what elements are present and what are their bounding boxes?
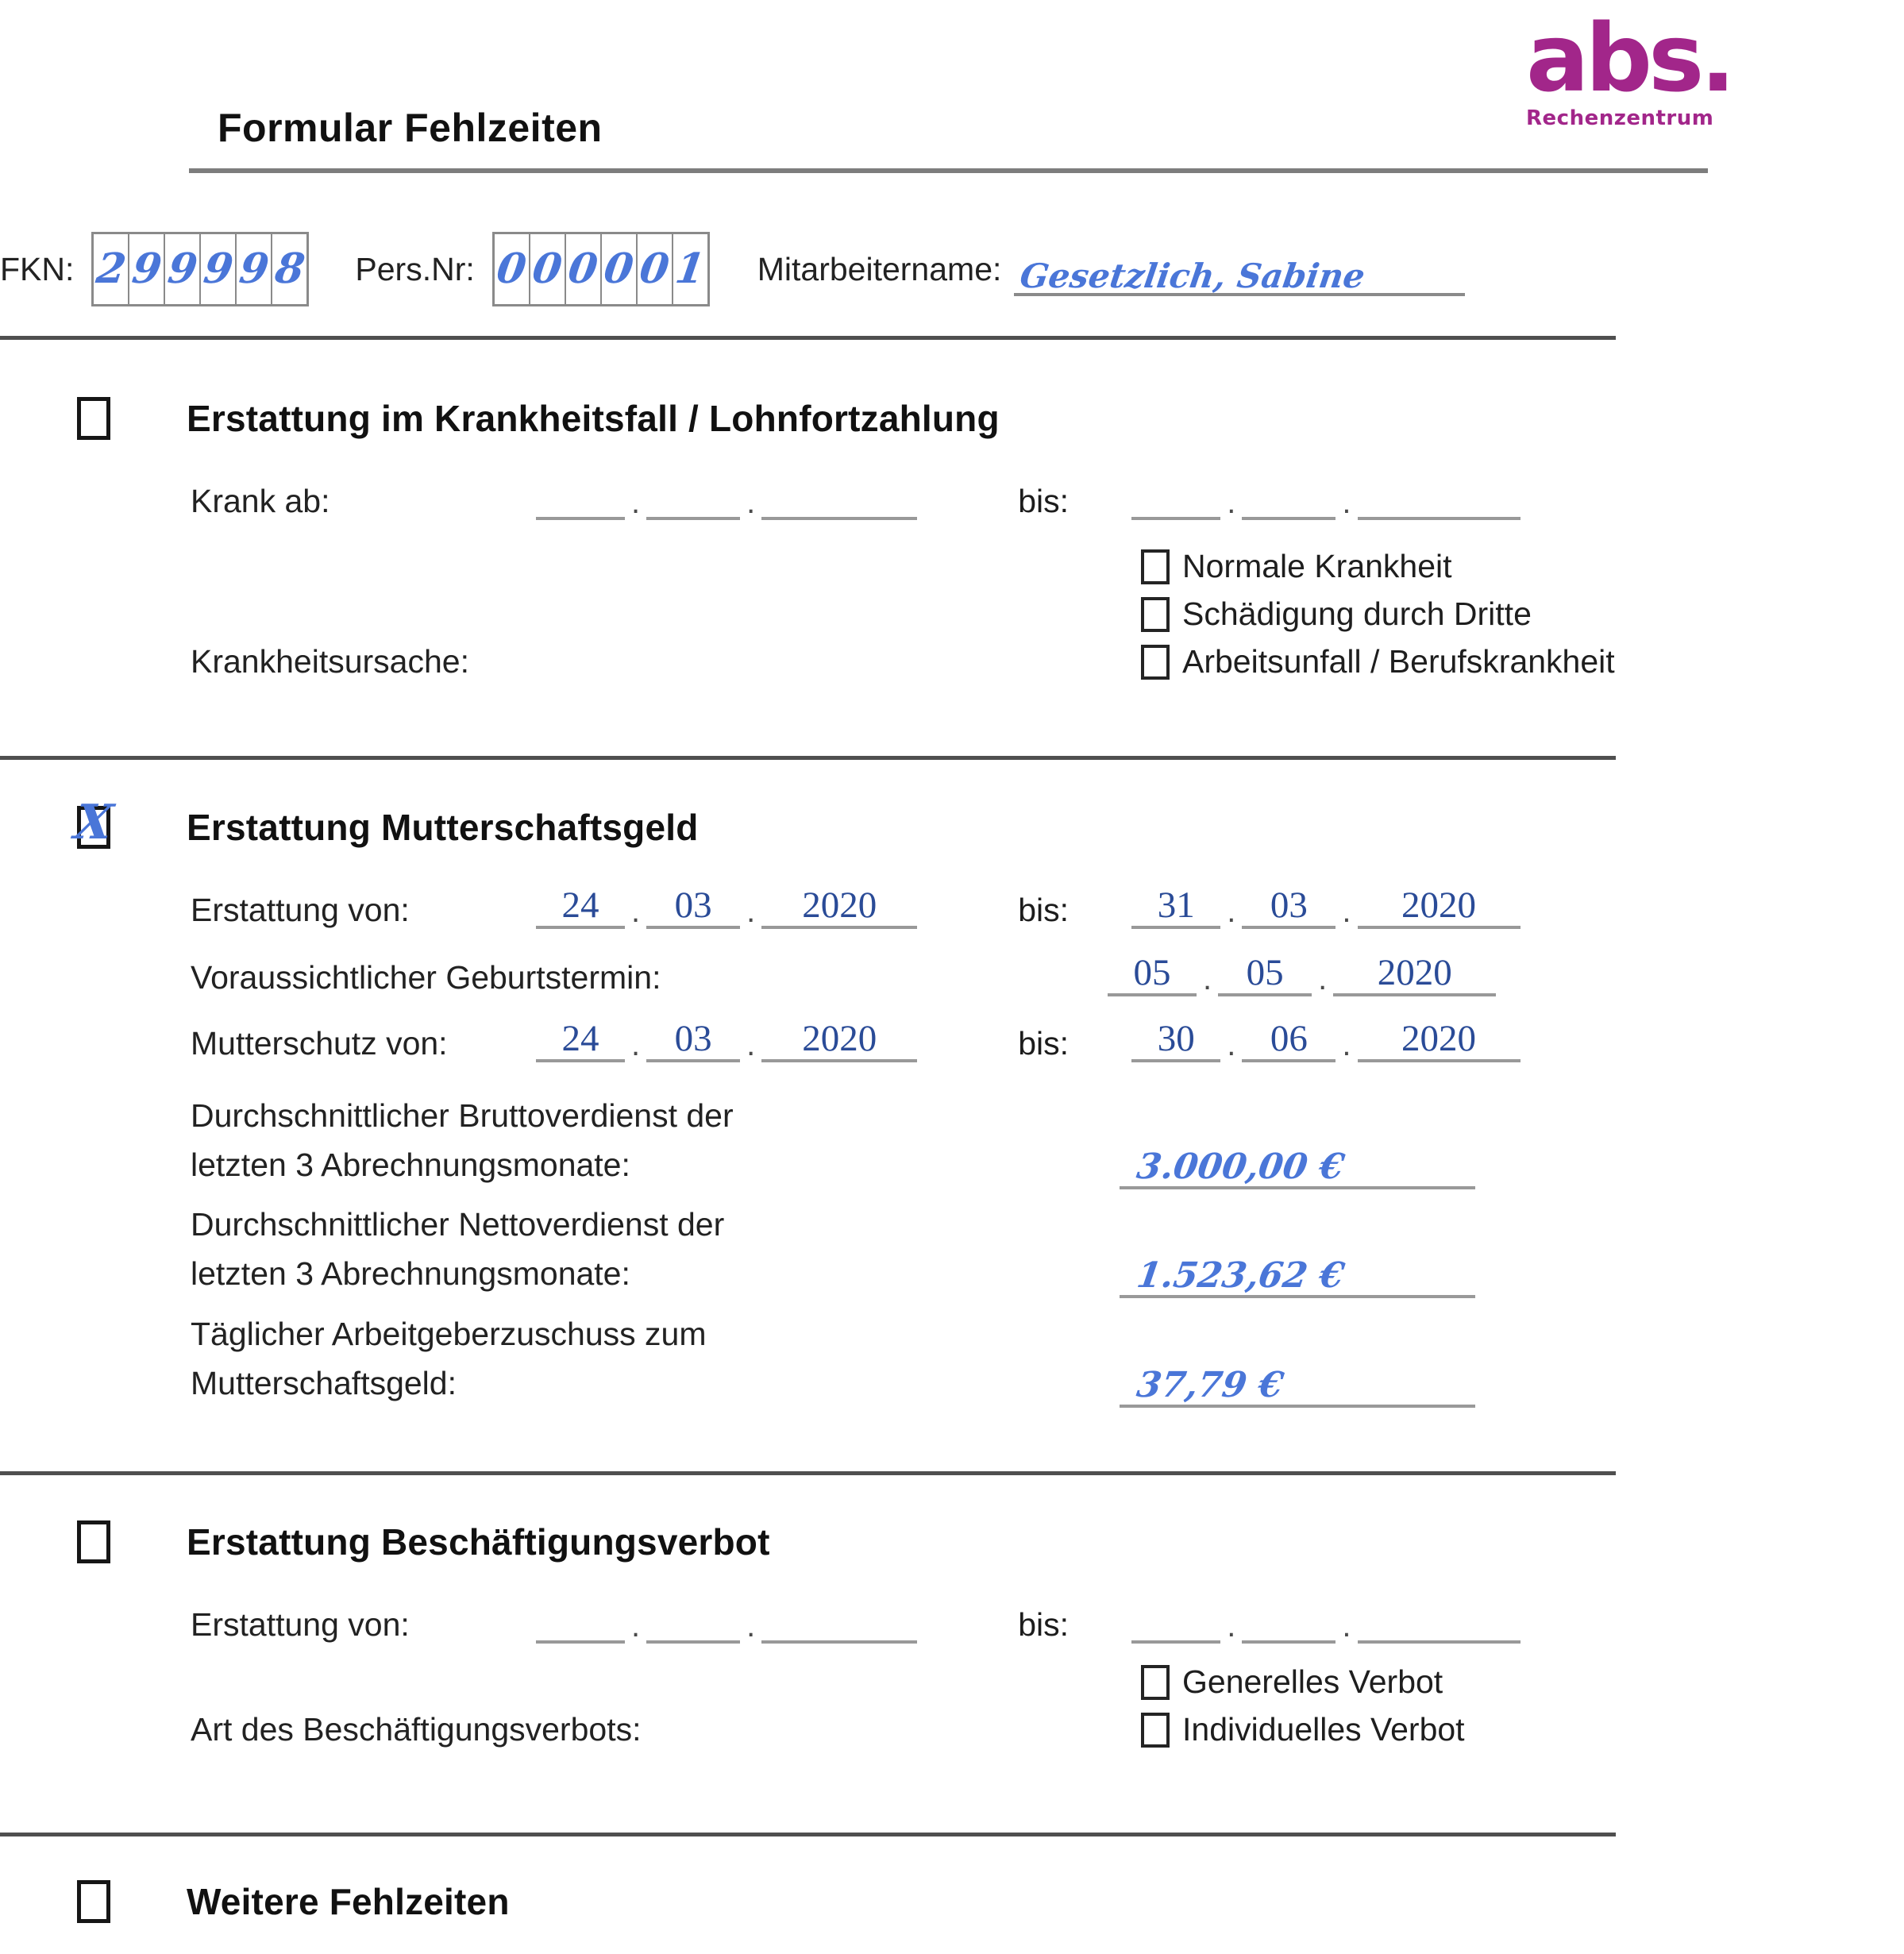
- fkn-label: FKN:: [0, 250, 75, 287]
- date-separator: .: [1342, 1609, 1351, 1644]
- persnr-digit: 0: [636, 245, 673, 293]
- schaedigung-durch-dritte-checkbox[interactable]: [1141, 597, 1170, 632]
- bv-bis-month-blank[interactable]: [1242, 1596, 1335, 1644]
- fkn-digit-cell[interactable]: [94, 234, 128, 304]
- date-separator: .: [746, 1027, 756, 1062]
- arbeitgeberzuschuss-label: [191, 1310, 1108, 1408]
- date-separator: .: [746, 894, 756, 929]
- date-separator: .: [631, 485, 641, 520]
- option-label: Arbeitsunfall / Berufskrankheit: [1182, 643, 1615, 680]
- abs-logo-caption: Rechenzentrum: [1526, 106, 1714, 130]
- persnr-input[interactable]: [492, 232, 710, 306]
- erstattung-von-day-value: 24: [561, 885, 599, 926]
- erstattung-bis-month[interactable]: [1242, 881, 1335, 929]
- employee-name-field[interactable]: [1014, 242, 1465, 296]
- geburtstermin-label: Voraussichtlicher Geburtstermin:: [191, 959, 661, 996]
- arbeitgeberzuschuss-value: 37,79 €: [1134, 1365, 1286, 1405]
- bruttoverdienst-row: [191, 1092, 1612, 1189]
- date-separator: .: [631, 1027, 641, 1062]
- bruttoverdienst-value: 3.000,00 €: [1134, 1147, 1347, 1187]
- date-separator: .: [631, 894, 641, 929]
- nettoverdienst-label-line2: letzten 3 Abrechnungsmonate:: [191, 1254, 630, 1292]
- geburtstermin-day[interactable]: [1108, 949, 1197, 996]
- date-separator: .: [1342, 894, 1351, 929]
- mutterschutz-von-year-value: 2020: [802, 1018, 877, 1059]
- abs-logo-text: abs.: [1526, 3, 1732, 113]
- bv-von-year-blank[interactable]: [761, 1596, 917, 1644]
- generelles-verbot-checkbox[interactable]: [1141, 1665, 1170, 1700]
- date-separator: .: [1227, 894, 1236, 929]
- fkn-digit: 9: [200, 245, 237, 293]
- bv-erstattung-von-row: [191, 1596, 1612, 1644]
- date-separator: .: [1342, 485, 1351, 520]
- mutterschutz-bis-day-value: 30: [1157, 1018, 1195, 1059]
- persnr-digit: 1: [672, 245, 708, 293]
- erstattung-von-month-value: 03: [674, 885, 712, 926]
- mutterschutz-bis-month[interactable]: [1242, 1015, 1335, 1062]
- date-separator: .: [1227, 485, 1236, 520]
- option-label: Individuelles Verbot: [1182, 1711, 1465, 1748]
- option-schaedigung-durch-dritte[interactable]: [1141, 595, 1615, 633]
- date-separator: .: [1342, 1027, 1351, 1062]
- section-weitere-fehlzeiten-header: [77, 1880, 510, 1923]
- fkn-digit-cell[interactable]: [128, 234, 164, 304]
- krank-ab-von-field[interactable]: [536, 472, 917, 520]
- erstattung-von-label: Erstattung von:: [191, 892, 410, 928]
- bv-erstattung-von-label: Erstattung von:: [191, 1606, 410, 1643]
- krank-ab-year-blank[interactable]: [761, 472, 917, 520]
- option-label: Normale Krankheit: [1182, 548, 1452, 584]
- bruttoverdienst-field[interactable]: [1120, 1134, 1475, 1189]
- section-mutterschaftsgeld-heading: Erstattung Mutterschaftsgeld: [187, 807, 699, 848]
- mutterschutz-bis-year-value: 2020: [1401, 1018, 1476, 1059]
- geburtstermin-day-value: 05: [1133, 952, 1171, 993]
- krank-ab-day-blank[interactable]: [536, 472, 625, 520]
- erstattung-bis-day-value: 31: [1157, 885, 1195, 926]
- section-divider: [0, 1833, 1616, 1836]
- date-separator: .: [631, 1609, 641, 1644]
- bruttoverdienst-label-line2: letzten 3 Abrechnungsmonate:: [191, 1146, 630, 1183]
- section-krankheitsfall-header: [77, 397, 1000, 440]
- date-separator: .: [1203, 962, 1212, 996]
- bv-erstattung-von-field[interactable]: [536, 1596, 917, 1644]
- krankheitsfall-checkbox[interactable]: [77, 397, 110, 440]
- normale-krankheit-checkbox[interactable]: [1141, 549, 1170, 584]
- date-separator: .: [1318, 962, 1328, 996]
- nettoverdienst-field[interactable]: [1120, 1243, 1475, 1298]
- section-beschaeftigungsverbot-header: [77, 1520, 770, 1563]
- krank-ab-label: Krank ab:: [191, 483, 330, 519]
- abs-logo: [1526, 3, 1732, 130]
- bv-art-options: [1141, 1663, 1465, 1748]
- mutterschutz-von-day-value: 24: [561, 1018, 599, 1059]
- nettoverdienst-label: [191, 1201, 1108, 1298]
- persnr-digit: 0: [529, 245, 565, 293]
- mutterschutz-bis-year[interactable]: [1358, 1015, 1521, 1062]
- krank-bis-year-blank[interactable]: [1358, 472, 1521, 520]
- fkn-digit-cell[interactable]: [235, 234, 271, 304]
- arbeitgeberzuschuss-label-line2: Mutterschaftsgeld:: [191, 1364, 457, 1401]
- employee-name-label: Mitarbeitername:: [757, 250, 1002, 287]
- krankheitsursache-label: Krankheitsursache:: [191, 643, 469, 680]
- persnr-digit-cell[interactable]: [565, 234, 600, 304]
- erstattung-von-field[interactable]: [536, 881, 917, 929]
- weitere-fehlzeiten-checkbox[interactable]: [77, 1880, 110, 1923]
- arbeitgeberzuschuss-row: [191, 1310, 1612, 1408]
- erstattung-von-row: [191, 881, 1612, 929]
- fkn-digit: 9: [164, 245, 201, 293]
- mutterschaftsgeld-checkbox-checked[interactable]: [71, 795, 117, 850]
- geburtstermin-month[interactable]: [1218, 949, 1312, 996]
- fkn-input[interactable]: [91, 232, 309, 306]
- section-divider: [0, 756, 1616, 760]
- erstattung-bis-month-value: 03: [1270, 885, 1308, 926]
- persnr-digit-cell[interactable]: [529, 234, 565, 304]
- form-title: Formular Fehlzeiten: [218, 106, 603, 150]
- erstattung-bis-year[interactable]: [1358, 881, 1521, 929]
- fkn-digit: 9: [236, 245, 272, 293]
- geburtstermin-year-value: 2020: [1377, 952, 1452, 993]
- persnr-digit: 0: [600, 245, 637, 293]
- krankheitsursache-options: [1141, 548, 1615, 680]
- bv-von-day-blank[interactable]: [536, 1596, 625, 1644]
- bv-bis-label: bis:: [1018, 1606, 1070, 1643]
- nettoverdienst-label-line1: Durchschnittlicher Nettoverdienst der: [191, 1206, 725, 1243]
- krankheitsursache-row: [191, 548, 1615, 680]
- mutterschutz-bis-label: bis:: [1018, 1025, 1070, 1062]
- mutterschutz-bis-month-value: 06: [1270, 1018, 1308, 1059]
- checkbox-x-mark: X: [71, 795, 117, 850]
- option-individuelles-verbot[interactable]: [1141, 1711, 1465, 1748]
- date-separator: .: [746, 1609, 756, 1644]
- section-krankheitsfall-heading: Erstattung im Krankheitsfall / Lohnfortzahlung: [187, 398, 1000, 439]
- krank-bis-day-blank[interactable]: [1131, 472, 1220, 520]
- geburtstermin-month-value: 05: [1246, 952, 1284, 993]
- geburtstermin-year[interactable]: [1333, 949, 1496, 996]
- option-normale-krankheit[interactable]: [1141, 548, 1615, 585]
- bv-art-label: Art des Beschäftigungsverbots:: [191, 1711, 642, 1748]
- option-label: Schädigung durch Dritte: [1182, 595, 1532, 632]
- mutterschutz-bis-day[interactable]: [1131, 1015, 1220, 1062]
- bv-erstattung-bis-field[interactable]: [1131, 1596, 1520, 1644]
- option-label: Generelles Verbot: [1182, 1663, 1443, 1700]
- mutterschutz-von-month[interactable]: [646, 1015, 740, 1062]
- geburtstermin-row: [191, 949, 1612, 996]
- individuelles-verbot-checkbox[interactable]: [1141, 1713, 1170, 1748]
- fkn-digit: 2: [93, 245, 129, 293]
- bv-bis-day-blank[interactable]: [1131, 1596, 1220, 1644]
- employee-name-value: Gesetzlich, Sabine: [1018, 256, 1368, 295]
- erstattung-bis-year-value: 2020: [1401, 885, 1476, 926]
- mutterschutz-von-month-value: 03: [674, 1018, 712, 1059]
- fkn-digit: 9: [129, 245, 165, 293]
- fkn-digit-cell[interactable]: [164, 234, 199, 304]
- section-divider: [0, 1471, 1616, 1475]
- arbeitsunfall-checkbox[interactable]: [1141, 645, 1170, 680]
- erstattung-von-year-value: 2020: [802, 885, 877, 926]
- bv-von-month-blank[interactable]: [646, 1596, 740, 1644]
- bv-art-row: [191, 1663, 1465, 1748]
- bv-bis-year-blank[interactable]: [1358, 1596, 1521, 1644]
- krank-bis-label: bis:: [1018, 483, 1070, 519]
- erstattung-bis-label: bis:: [1018, 892, 1070, 928]
- persnr-digit: 0: [493, 245, 530, 293]
- date-separator: .: [1227, 1609, 1236, 1644]
- fkn-digit-cell[interactable]: [271, 234, 306, 304]
- section-weitere-fehlzeiten-heading: Weitere Fehlzeiten: [187, 1881, 510, 1922]
- mutterschutz-von-year[interactable]: [761, 1015, 917, 1062]
- erstattung-bis-day[interactable]: [1131, 881, 1220, 929]
- title-underline: [189, 168, 1708, 173]
- option-generelles-verbot[interactable]: [1141, 1663, 1465, 1701]
- arbeitgeberzuschuss-label-line1: Täglicher Arbeitgeberzuschuss zum: [191, 1316, 707, 1352]
- persnr-digit-cell[interactable]: [672, 234, 707, 304]
- erstattung-von-day[interactable]: [536, 881, 625, 929]
- arbeitgeberzuschuss-field[interactable]: [1120, 1352, 1475, 1408]
- fkn-digit: 8: [272, 245, 308, 293]
- bruttoverdienst-label-line1: Durchschnittlicher Bruttoverdienst der: [191, 1097, 734, 1134]
- mutterschutz-row: [191, 1015, 1612, 1062]
- beschaeftigungsverbot-checkbox[interactable]: [77, 1520, 110, 1563]
- krank-ab-bis-field[interactable]: [1131, 472, 1520, 520]
- krank-ab-row: [191, 472, 1612, 520]
- mutterschutz-von-field[interactable]: [536, 1015, 917, 1062]
- geburtstermin-field[interactable]: [1108, 949, 1496, 996]
- section-beschaeftigungsverbot-heading: Erstattung Beschäftigungsverbot: [187, 1521, 770, 1563]
- identification-row: [0, 232, 1616, 306]
- section-divider: [0, 336, 1616, 340]
- persnr-digit: 0: [565, 245, 601, 293]
- persnr-digit-cell[interactable]: [636, 234, 672, 304]
- mutterschutz-label: Mutterschutz von:: [191, 1025, 448, 1062]
- persnr-label: Pers.Nr:: [355, 250, 475, 287]
- persnr-digit-cell[interactable]: [495, 234, 529, 304]
- erstattung-von-month[interactable]: [646, 881, 740, 929]
- bruttoverdienst-label: [191, 1092, 1108, 1189]
- persnr-digit-cell[interactable]: [600, 234, 636, 304]
- nettoverdienst-value: 1.523,62 €: [1134, 1255, 1347, 1296]
- nettoverdienst-row: [191, 1201, 1612, 1298]
- erstattung-von-year[interactable]: [761, 881, 917, 929]
- section-mutterschaftsgeld-header: [71, 795, 699, 850]
- krank-ab-month-blank[interactable]: [646, 472, 740, 520]
- date-separator: .: [1227, 1027, 1236, 1062]
- mutterschutz-von-day[interactable]: [536, 1015, 625, 1062]
- erstattung-bis-field[interactable]: [1131, 881, 1520, 929]
- option-arbeitsunfall[interactable]: [1141, 643, 1615, 680]
- date-separator: .: [746, 485, 756, 520]
- mutterschutz-bis-field[interactable]: [1131, 1015, 1520, 1062]
- krank-bis-month-blank[interactable]: [1242, 472, 1335, 520]
- fkn-digit-cell[interactable]: [199, 234, 235, 304]
